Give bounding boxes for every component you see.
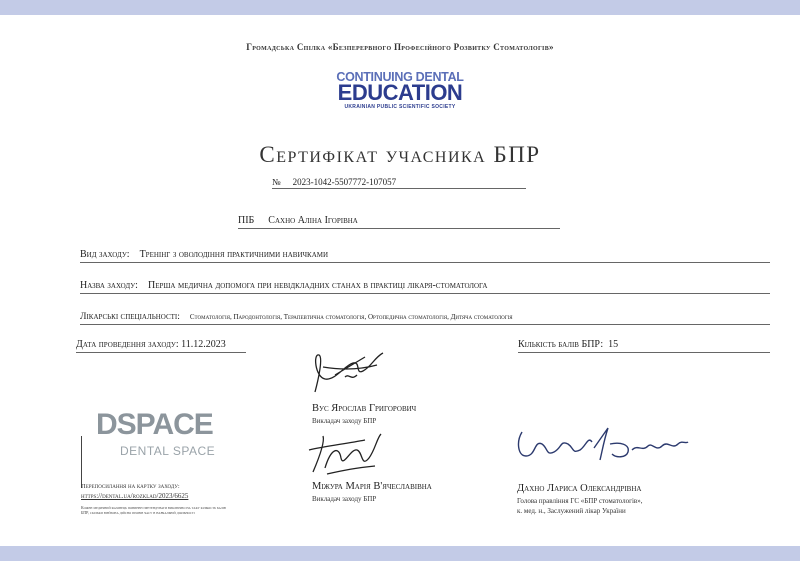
event-name-value: Перша медична допомога при невідкладних станах в практиці лікаря-стоматолога: [147, 280, 488, 291]
points-note: Кожен медичний фахівець повинен претендувати виключно на таку кількість балів БПР, скільки він/вона дійсно провів часу в навчальній діяльності: [81, 505, 226, 515]
specialties-value: Стоматологія, Пародонтологія, Терапевтична стоматологія, Ортопедична стоматологія, Дитяча стоматологія: [189, 313, 513, 321]
points-row: [518, 339, 770, 353]
signatory-2-name: Міжура Марія В'ячеславівна: [312, 481, 432, 492]
event-type-row: [80, 249, 770, 263]
number-value: 2023-1042-5507772-107057: [292, 177, 397, 187]
cde-logo: [318, 70, 482, 112]
points-value: 15: [608, 339, 619, 350]
event-name-label: Назва заходу:: [80, 280, 138, 291]
participant-name: Сахно Аліна Ігорівна: [268, 215, 358, 226]
signature-1-image: [305, 347, 395, 399]
dspace-logo-sub: DENTAL SPACE: [120, 444, 216, 458]
signatory-3-role-line1: Голова правління ГС «БПР стоматологів»,: [517, 497, 643, 505]
signatory-1-role: Викладач заходу БПР: [312, 417, 377, 425]
logo-line2: EDUCATION: [337, 80, 463, 105]
dspace-logo-main: DSPACE: [96, 408, 213, 441]
date-label: Дата проведення заходу:: [76, 339, 179, 350]
signatory-2-role: Викладач заходу БПР: [312, 495, 377, 503]
event-type-label: Вид заходу:: [80, 249, 130, 260]
certificate-title: Сертифікат учасника БПР: [259, 142, 541, 167]
event-type-value: Тренінг з оволодіння практичними навичками: [139, 249, 329, 260]
logo-line3: UKRAINIAN PUBLIC SCIENTIFIC SOCIETY: [344, 104, 456, 110]
bottom-band: [0, 546, 800, 561]
organization-name: Громадська Спілка «Безперервного Професійного Розвитку Стоматологів»: [246, 42, 554, 52]
date-row: [76, 339, 246, 353]
specialties-label: Лікарські спеціальності:: [80, 312, 180, 322]
number-label: №: [272, 177, 281, 187]
signatory-3-role-line2: к. мед. н., Заслужений лікар України: [517, 507, 626, 515]
event-link[interactable]: https://dental.ua/rozklad/2023/6625: [81, 492, 189, 500]
event-link-label: Перепосилання на картку заходу:: [81, 483, 180, 490]
top-band: [0, 0, 800, 15]
divider-line: [81, 436, 82, 488]
signature-2-image: [305, 428, 385, 480]
logo-line1: CONTINUING DENTAL: [336, 70, 464, 84]
signatory-3-name: Дахно Лариса Олександрівна: [517, 483, 642, 494]
event-name-row: [80, 280, 770, 294]
participant-row: [238, 215, 560, 229]
participant-label: ПІБ: [238, 215, 255, 226]
date-value: 11.12.2023: [181, 339, 226, 350]
signature-3-image: [512, 422, 692, 470]
signatory-1-name: Вус Ярослав Григорович: [312, 403, 417, 414]
points-label: Кількість балів БПР:: [518, 339, 604, 350]
certificate-number: [272, 177, 526, 189]
dspace-logo: [96, 408, 236, 460]
specialties-row: [80, 312, 770, 325]
